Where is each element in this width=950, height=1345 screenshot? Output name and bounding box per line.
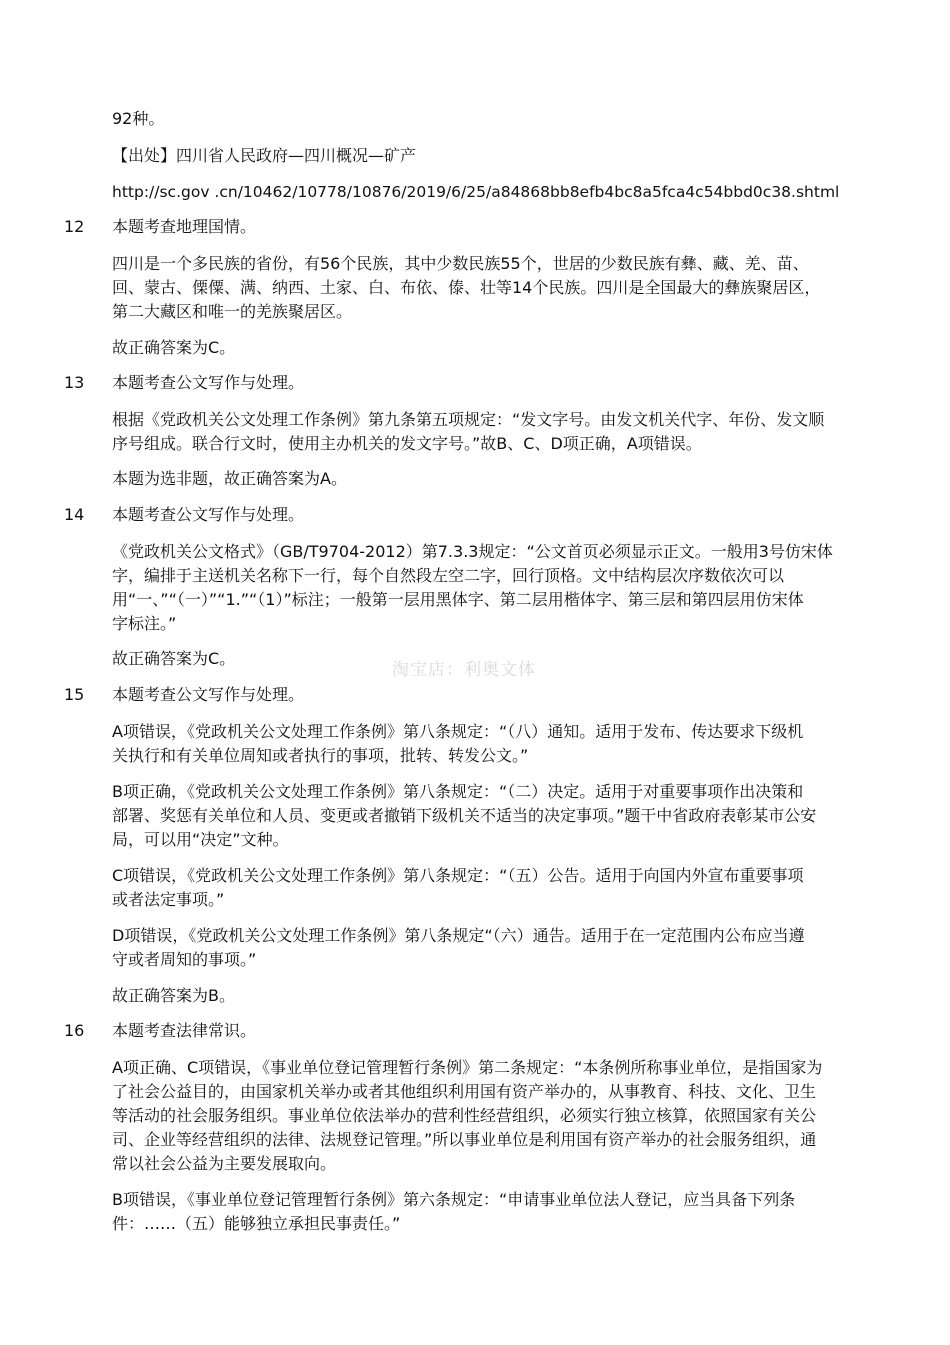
text-line: 局，可以用“决定”文种。	[112, 830, 289, 849]
text-line: 关执行和有关单位周知或者执行的事项，批转、转发公文。”	[112, 746, 529, 765]
question-heading: 本题考查公文写作与处理。	[112, 685, 305, 704]
text-line: 用“一、”“（一）”“1.”“（1）”标注；一般第一层用黑体字、第二层用楷体字、第三层和第四层用仿宋体	[112, 590, 804, 609]
question-number: 12	[64, 217, 85, 236]
text-line: 序号组成。联合行文时，使用主办机关的发文字号。”故B、C、D项正确，A项错误。	[112, 434, 702, 453]
question-number: 14	[64, 505, 85, 524]
text-line: 根据《党政机关公文处理工作条例》第九条第五项规定：“发文字号。由发文机关代字、年份、发文顺	[112, 410, 825, 429]
text-line: 字标注。”	[112, 614, 177, 633]
question-heading: 本题考查地理国情。	[112, 217, 257, 236]
text-line: 件：……（五）能够独立承担民事责任。”	[112, 1214, 401, 1233]
question-heading: 本题考查公文写作与处理。	[112, 373, 305, 392]
text-line: B项错误，《事业单位登记管理暂行条例》第六条规定：“申请事业单位法人登记，应当具备下列条	[112, 1190, 796, 1209]
text-line: D项错误，《党政机关公文处理工作条例》第八条规定“（六）通告。适用于在一定范围内公布应当遵	[112, 926, 805, 945]
answer-line: 故正确答案为C。	[112, 649, 236, 668]
text-line: B项正确，《党政机关公文处理工作条例》第八条规定：“（二）决定。适用于对重要事项作出决策和	[112, 782, 804, 801]
text-line: 92种。	[112, 109, 165, 128]
text-line: 第二大藏区和唯一的羌族聚居区。	[112, 302, 353, 321]
text-line: 守或者周知的事项。”	[112, 950, 257, 969]
text-line: A项正确、C项错误，《事业单位登记管理暂行条例》第二条规定：“本条例所称事业单位，是指国家为	[112, 1058, 823, 1077]
text-line: 字，编排于主送机关名称下一行，每个自然段左空二字，回行顶格。文中结构层次序数依次可以	[112, 566, 785, 585]
text-line: 常以社会公益为主要发展取向。	[112, 1154, 337, 1173]
source-line: 【出处】四川省人民政府—四川概况—矿产	[112, 146, 417, 165]
text-line: 了社会公益目的，由国家机关举办或者其他组织利用国有资产举办的，从事教育、科技、文化、卫生	[112, 1082, 817, 1101]
question-number: 15	[64, 685, 85, 704]
text-line: 部署、奖惩有关单位和人员、变更或者撤销下级机关不适当的决定事项。”题干中省政府表彰某市公安	[112, 806, 817, 825]
answer-line: 故正确答案为B。	[112, 986, 235, 1005]
answer-line: 本题为选非题，故正确答案为A。	[112, 469, 347, 488]
source-url: http://sc.gov .cn/10462/10778/10876/2019/6/25/a84868bb8efb4bc8a5fca4c54bbd0c38.shtml	[112, 183, 840, 201]
answer-line: 故正确答案为C。	[112, 338, 236, 357]
text-line: 司、企业等经营组织的法律、法规登记管理。”所以事业单位是利用国有资产举办的社会服务组织，通	[112, 1130, 817, 1149]
text-line: C项错误，《党政机关公文处理工作条例》第八条规定：“（五）公告。适用于向国内外宣布重要事项	[112, 866, 804, 885]
question-number: 13	[64, 373, 85, 392]
question-number: 16	[64, 1021, 85, 1040]
question-heading: 本题考查法律常识。	[112, 1021, 257, 1040]
text-line: 四川是一个多民族的省份，有56个民族，其中少数民族55个，世居的少数民族有彝、藏、羌、苗、	[112, 254, 809, 273]
question-heading: 本题考查公文写作与处理。	[112, 505, 305, 524]
text-line: 《党政机关公文格式》（GB/T9704-2012）第7.3.3规定：“公文首页必须显示正文。一般用3号仿宋体	[112, 542, 833, 561]
text-line: 回、蒙古、傈僳、满、纳西、土家、白、布依、傣、壮等14个民族。四川是全国最大的彝族聚居区，	[112, 278, 821, 297]
text-line: A项错误，《党政机关公文处理工作条例》第八条规定：“（八）通知。适用于发布、传达要求下级机	[112, 722, 804, 741]
watermark: 淘宝店：利奥文体	[392, 660, 536, 680]
text-line: 或者法定事项。”	[112, 890, 225, 909]
text-line: 等活动的社会服务组织。事业单位依法举办的营利性经营组织，必须实行独立核算，依照国家有关公	[112, 1106, 817, 1125]
